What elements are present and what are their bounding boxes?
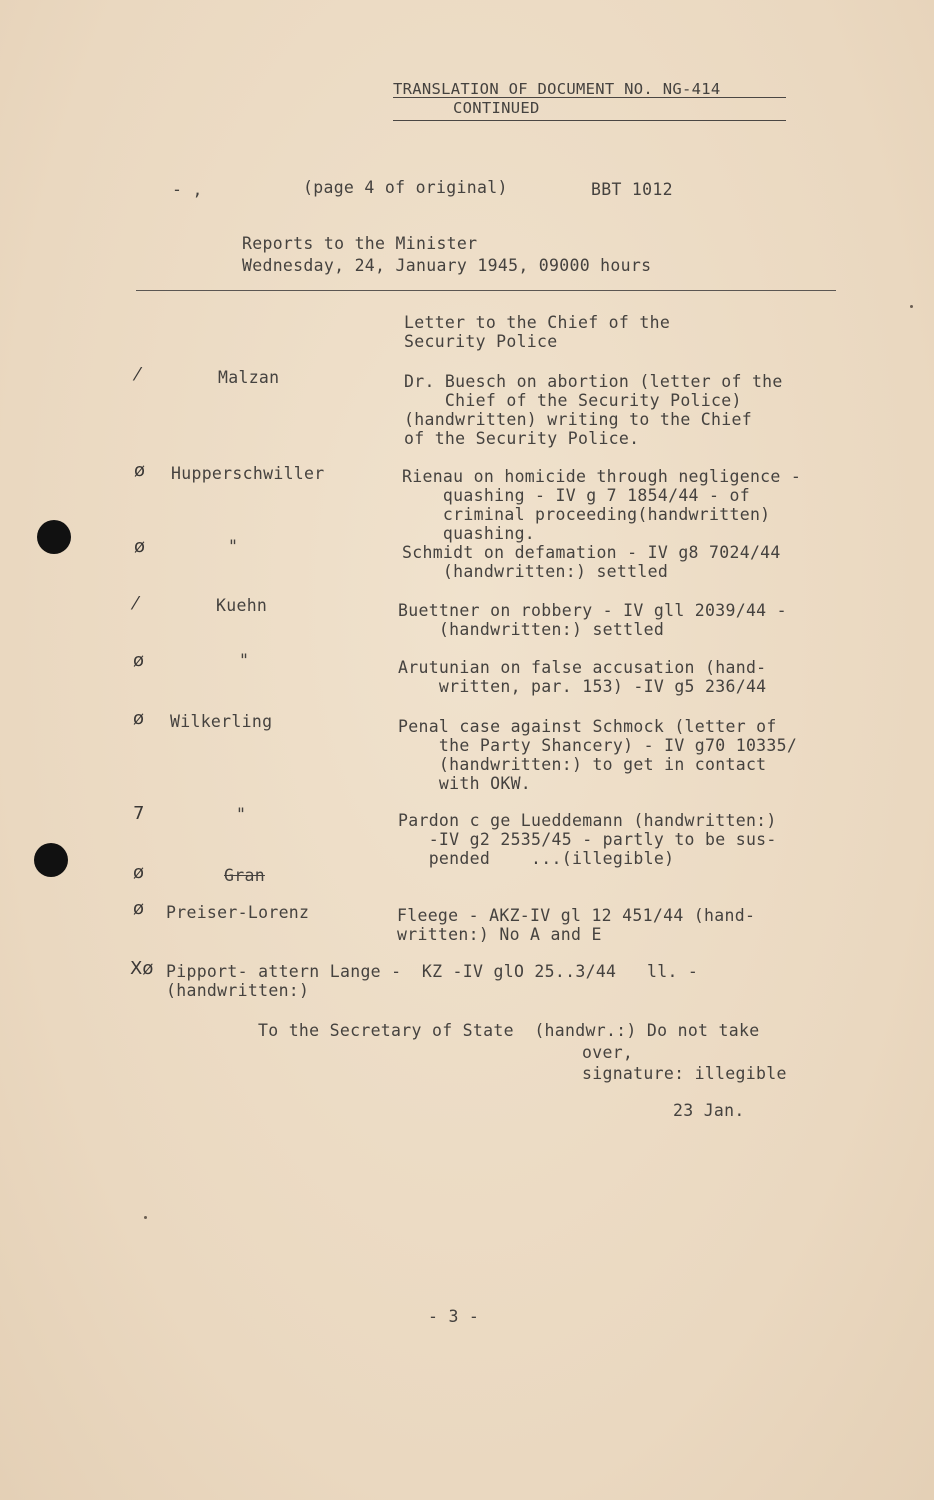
entry-name: Preiser-Lorenz	[166, 903, 310, 922]
entry-mark: ø	[134, 460, 146, 481]
entry-text: Schmidt on defamation - IV g8 7024/44 (handwritten:) settled	[402, 543, 781, 581]
signature-note: signature: illegible	[582, 1064, 787, 1083]
entry-mark: ø	[133, 708, 145, 729]
document-title: TRANSLATION OF DOCUMENT NO. NG-414 CONTINUED	[393, 80, 721, 117]
report-date: Wednesday, 24, January 1945, 09000 hours	[242, 256, 652, 275]
punch-hole	[34, 843, 68, 877]
title-underline	[393, 97, 786, 98]
secretary-note: To the Secretary of State (handwr.:) Do not take	[258, 1021, 760, 1040]
entry-text: Arutunian on false accusation (hand- written, par. 153) -IV g5 236/44	[398, 658, 767, 696]
entry-mark: ø	[133, 862, 145, 883]
secretary-note: over,	[582, 1043, 634, 1062]
paper-speck	[910, 305, 913, 308]
date-note: 23 Jan.	[673, 1101, 745, 1120]
entry-text: (handwritten:)	[166, 981, 310, 1000]
entry-text: Pardon c ge Lueddemann (handwritten:) -IV g2 2535/45 - partly to be sus- pended ...(illegible)	[398, 811, 777, 868]
title-underline-2	[393, 120, 786, 121]
entry-mark: Xø	[130, 958, 154, 979]
entry-name: Wilkerling	[170, 712, 273, 731]
entry-mark: ⁄	[134, 593, 138, 614]
entry-text: Fleege - AKZ-IV gl 12 451/44 (hand- written:) No A and E	[397, 906, 756, 944]
entry-text: Pipport- attern Lange - KZ -IV glO 25..3/44 ll. -	[166, 962, 699, 981]
report-heading: Reports to the Minister	[242, 234, 478, 253]
entry-mark: 7	[133, 803, 145, 824]
entry-mark: ⁄	[136, 364, 140, 385]
entry-name: "	[239, 651, 250, 670]
entry-name: Malzan	[218, 368, 280, 387]
entry-name: Hupperschwiller	[171, 464, 325, 483]
entry-mark: ø	[133, 650, 145, 671]
separator-rule	[136, 290, 836, 291]
entry-name: "	[228, 537, 239, 556]
punch-hole	[37, 520, 71, 554]
document-code: BBT 1012	[591, 180, 673, 199]
page-reference: (page 4 of original)	[303, 178, 508, 197]
entry-mark: ø	[133, 898, 145, 919]
entry-text: Penal case against Schmock (letter of the Party Shancery) - IV g70 10335/ (handwritten:) to get in contact with OKW.	[398, 717, 798, 793]
entry-text: Buettner on robbery - IV gll 2039/44 - (handwritten:) settled	[398, 601, 787, 639]
left-mark: - ,	[172, 180, 203, 199]
entry-mark: ø	[134, 536, 146, 557]
intro-text: Letter to the Chief of the Security Police	[404, 313, 671, 351]
entry-text: Dr. Buesch on abortion (letter of the Chief of the Security Police) (handwritten) writing to the Chief of the Security Police.	[404, 372, 783, 448]
paper-speck	[144, 1216, 147, 1219]
page-number: - 3 -	[428, 1307, 480, 1326]
entry-name: Kuehn	[216, 596, 268, 615]
entry-name: Gran	[224, 866, 265, 885]
entry-text: Rienau on homicide through negligence - quashing - IV g 7 1854/44 - of criminal proceeding(handwritten) quashing.	[402, 467, 802, 543]
entry-name: "	[236, 805, 247, 824]
